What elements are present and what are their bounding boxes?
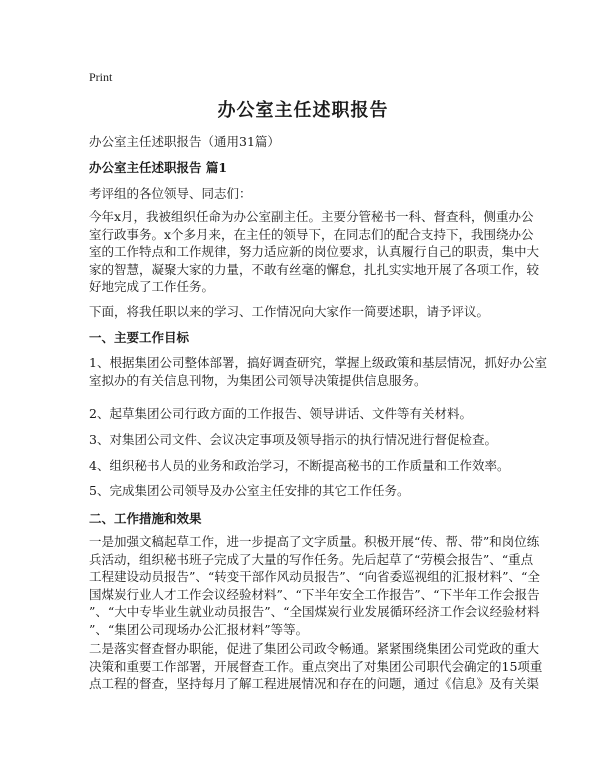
text-line: 决策和重要工作部署，开展督查工作。重点突出了对集团公司职代会确定的15项重: [89, 658, 543, 674]
text-line: 今年x月，我被组织任命为办公室副主任。主要分管秘书一科、督查科，侧重办公: [89, 209, 534, 224]
list-item: 3、对集团公司文件、会议决定事项及领导指示的执行情况进行督促检查。: [89, 432, 497, 447]
measures-paragraph-2: [89, 640, 543, 693]
text-line: 室的工作特点和工作规律，努力适应新的岗位要求，认真履行自己的职责，集中大: [89, 244, 540, 259]
section-heading-1: 一、主要工作目标: [89, 330, 190, 345]
document-subtitle: 办公室主任述职报告（通用31篇）: [89, 134, 280, 149]
text-line: 1、根据集团公司整体部署，搞好调查研究，掌握上级政策和基层情况，抓好办公室: [89, 355, 547, 370]
text-line: 好地完成了工作任务。: [89, 279, 215, 294]
section-heading-2: 二、工作措施和效果: [89, 511, 202, 526]
greeting: 考评组的各位领导、同志们：: [89, 186, 252, 201]
text-line: 室行政事务。x个多月来，在主任的领导下，在同志们的配合支持下，我围绕办公: [89, 226, 534, 242]
text-line: 室拟办的有关信息刊物，为集团公司领导决策提供信息服务。: [89, 372, 427, 388]
list-item: 5、完成集团公司领导及办公室主任安排的其它工作任务。: [89, 483, 410, 498]
list-item: 2、起草集团公司行政方面的工作报告、领导讲话、文件等有关材料。: [89, 406, 472, 421]
text-line: ”、“大中专毕业生就业动员报告”、“全国煤炭行业发展循环经济工作会议经验材料: [89, 604, 540, 619]
part-heading: 办公室主任述职报告 篇1: [89, 160, 228, 175]
text-line: ”、“集团公司现场办公汇报材料”等等。: [89, 621, 309, 637]
list-item: 4、组织秘书人员的业务和政治学习，不断提高秘书的工作质量和工作效率。: [89, 458, 510, 473]
measures-paragraph-1: [89, 533, 540, 638]
text-line: 点工程的督查，坚持每月了解工程进展情况和存在的问题，通过《信息》及有关渠: [89, 676, 540, 691]
text-line: 国煤炭行业人才工作会议经验材料”、“下半年安全工作报告”、“下半年工作会报告: [89, 586, 540, 602]
text-line: 家的智慧，凝聚大家的力量，不敢有丝毫的懈怠，扎扎实实地开展了各项工作，较: [89, 261, 540, 277]
text-line: 二是落实督查督办职能，促进了集团公司政令畅通。紧紧围绕集团公司党政的重大: [89, 641, 540, 656]
text-line: 兵活动，组织秘书班子完成了大量的写作任务。先后起草了“劳模会报告”、“重点: [89, 551, 534, 567]
print-link[interactable]: Print: [89, 70, 113, 84]
list-item: [89, 354, 547, 389]
lead-in: 下面，将我任职以来的学习、工作情况向大家作一简要述职，请予评议。: [89, 304, 490, 319]
text-line: 一是加强文稿起草工作，进一步提高了文字质量。积极开展“传、帮、带”和岗位练: [89, 534, 540, 549]
text-line: 工程建设动员报告”、“转变干部作风动员报告”、“向省委巡视组的汇报材料”、“全: [89, 569, 540, 584]
intro-paragraph: [89, 208, 540, 296]
document-title: 办公室主任述职报告: [217, 100, 389, 121]
